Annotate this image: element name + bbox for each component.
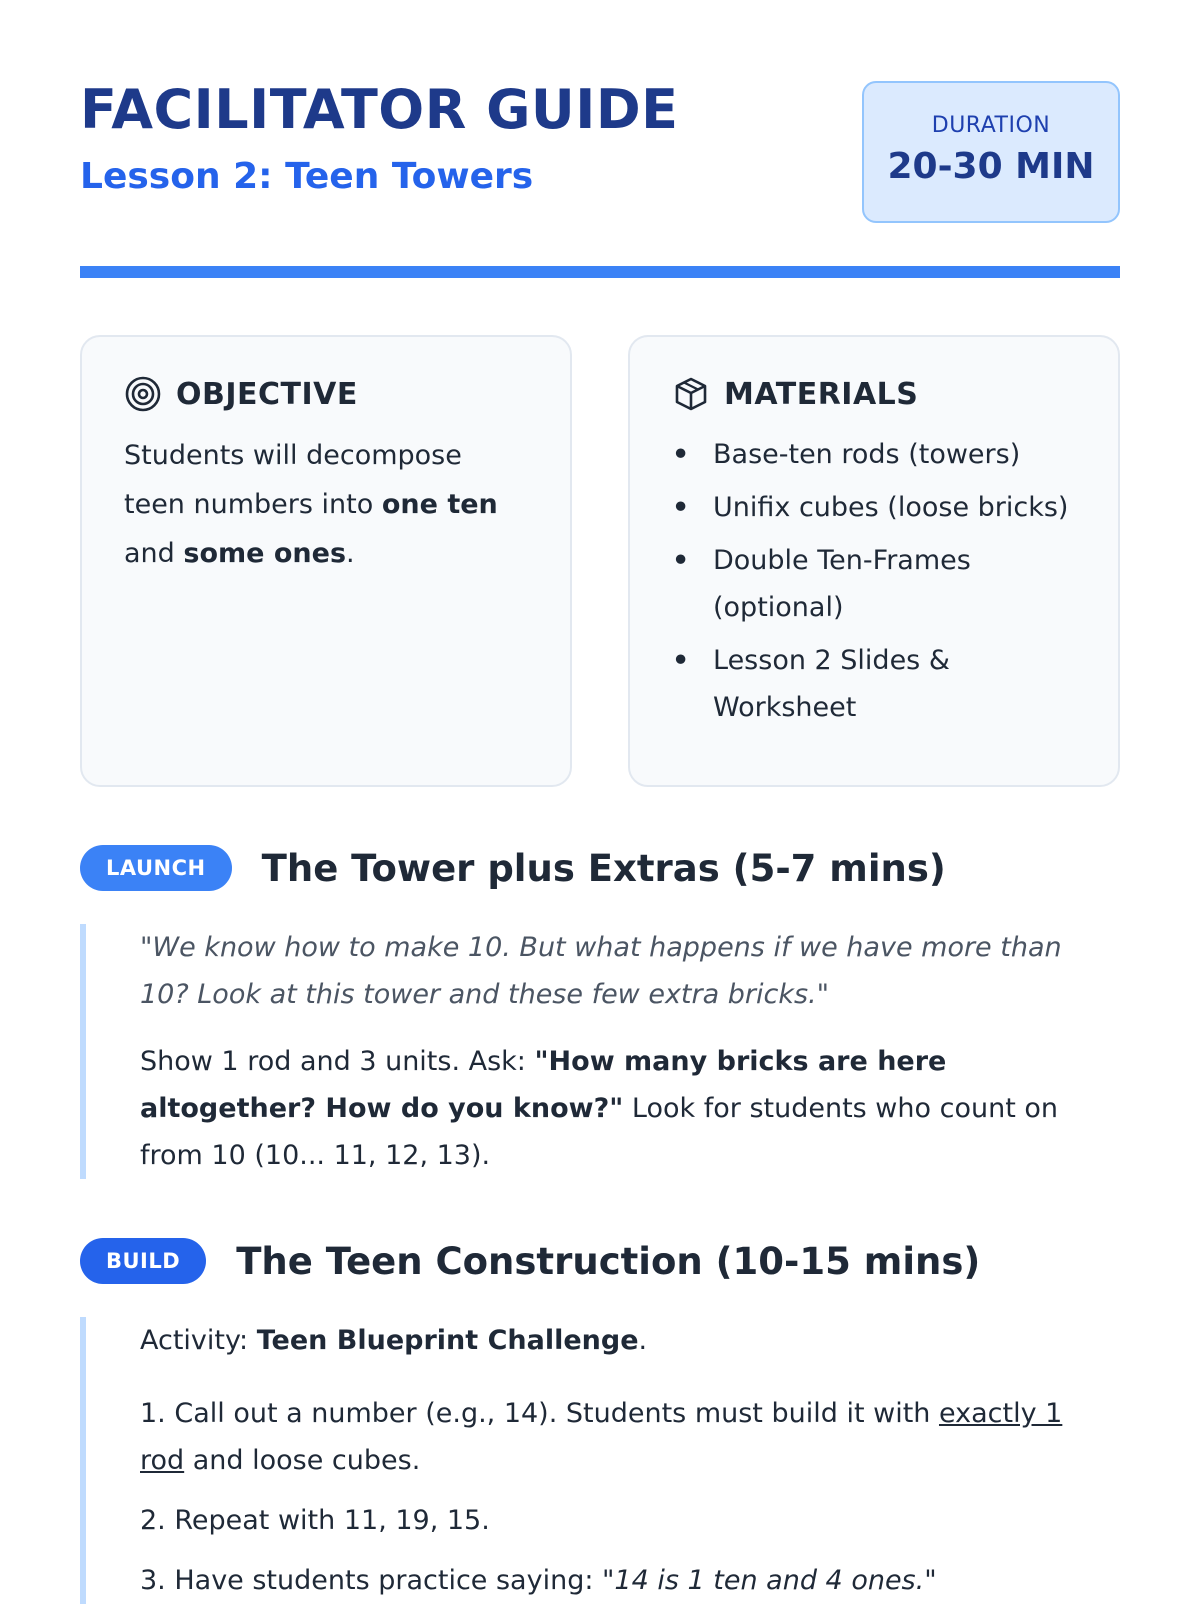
page-header xyxy=(80,78,1120,230)
launch-badge: LAUNCH xyxy=(80,845,232,891)
list-item xyxy=(672,484,1076,531)
list-item-text: Base-ten rods (towers) xyxy=(713,439,1021,470)
bullet: • xyxy=(672,545,690,576)
materials-list xyxy=(672,431,1076,731)
materials-heading xyxy=(672,375,1076,413)
activity-label: Activity: xyxy=(140,1325,257,1356)
launch-title: The Tower plus Extras (5-7 mins) xyxy=(261,846,946,890)
step-quote: "14 is 1 ten and 4 ones." xyxy=(602,1565,937,1596)
objective-text-part: . xyxy=(346,538,355,569)
build-step-2: 2. Repeat with 11, 19, 15. xyxy=(140,1505,490,1536)
objective-heading xyxy=(124,375,528,413)
launch-question: "How many bricks are here altogether? How do you know?" xyxy=(140,1046,947,1124)
build-step-3 xyxy=(140,1557,1110,1604)
build-step-1 xyxy=(140,1390,1110,1484)
list-item-text: Unifix cubes (loose bricks) xyxy=(713,492,1069,523)
activity-name: Teen Blueprint Challenge xyxy=(256,1325,639,1356)
launch-heading xyxy=(80,842,1120,894)
list-item xyxy=(672,637,1076,731)
page-title: FACILITATOR GUIDE xyxy=(80,78,679,141)
list-item xyxy=(672,431,1076,478)
target-icon xyxy=(124,375,162,413)
build-body xyxy=(80,1317,1120,1604)
step-text-part: and loose cubes. xyxy=(184,1445,421,1476)
step-text-part: 1. Call out a number (e.g., 14). Students must build it with xyxy=(140,1398,939,1429)
objective-emphasis-one-ten: one ten xyxy=(381,489,498,520)
build-badge: BUILD xyxy=(80,1238,206,1284)
materials-card xyxy=(628,335,1120,787)
step-emphasis: exactly 1 rod xyxy=(140,1398,1063,1476)
bullet: • xyxy=(672,439,690,470)
launch-text-part: Look for students who count on from 10 (10... 11, 12, 13). xyxy=(140,1093,1058,1171)
materials-title: MATERIALS xyxy=(724,376,919,412)
duration-badge xyxy=(862,81,1120,223)
build-title: The Teen Construction (10-15 mins) xyxy=(236,1239,981,1283)
objective-title: OBJECTIVE xyxy=(176,376,358,412)
list-item-text: Double Ten-Frames (optional) xyxy=(713,545,971,623)
objective-emphasis-some-ones: some ones xyxy=(183,538,347,569)
build-heading xyxy=(80,1235,1120,1287)
lesson-subtitle: Lesson 2: Teen Towers xyxy=(80,156,534,197)
list-item xyxy=(672,537,1076,631)
list-item-text: Lesson 2 Slides & Worksheet xyxy=(713,645,950,723)
cube-icon xyxy=(672,375,710,413)
launch-quote: "We know how to make 10. But what happens if we have more than 10? Look at this tower and these few extra bricks." xyxy=(140,932,1062,1010)
objective-text xyxy=(124,431,528,578)
objective-text-part: and xyxy=(124,538,184,569)
launch-instructions xyxy=(140,1038,1110,1179)
header-divider xyxy=(80,266,1120,278)
objective-card xyxy=(80,335,572,787)
launch-text-part: Show 1 rod and 3 units. Ask: xyxy=(140,1046,535,1077)
duration-value: 20-30 MIN xyxy=(887,146,1095,187)
build-activity xyxy=(140,1317,1110,1364)
build-section xyxy=(80,1235,1120,1604)
bullet: • xyxy=(672,492,690,523)
step-text-part: 3. Have students practice saying: xyxy=(140,1565,603,1596)
activity-end: . xyxy=(638,1325,648,1356)
objective-text-part: Students will decompose teen numbers into xyxy=(124,440,462,520)
launch-body xyxy=(80,924,1120,1179)
bullet: • xyxy=(672,645,690,676)
duration-label: DURATION xyxy=(931,113,1051,138)
launch-section xyxy=(80,842,1120,1179)
